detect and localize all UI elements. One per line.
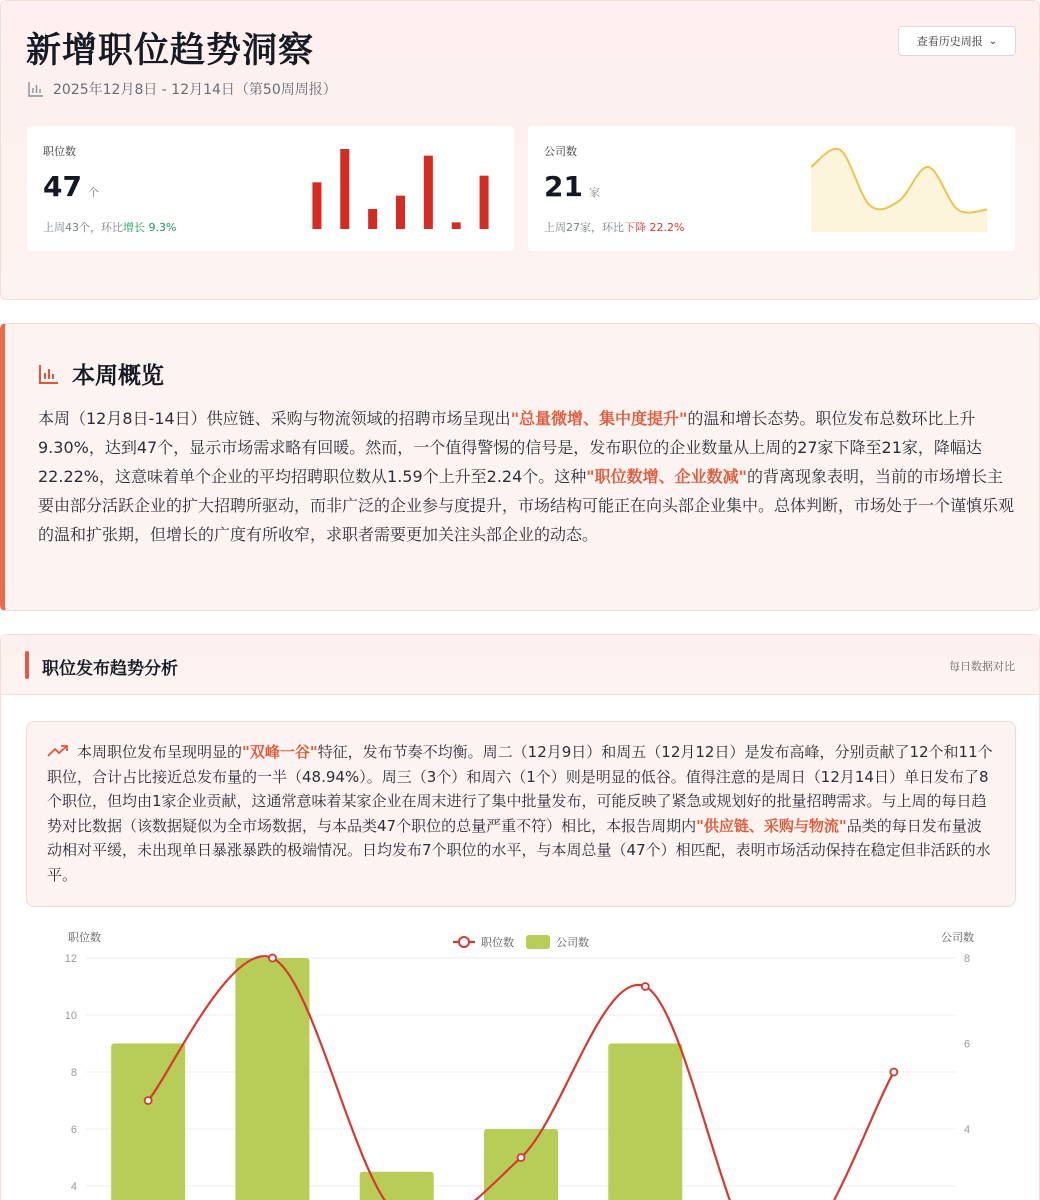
left-axis-tick: 6 <box>70 1124 77 1136</box>
section-accent-bar <box>25 651 29 679</box>
history-report-button[interactable] <box>898 26 1016 56</box>
jobs-line-point <box>145 1097 152 1104</box>
company-bar <box>608 1044 682 1200</box>
jobs-mini-bar-chart <box>303 144 498 232</box>
bar-chart-icon <box>38 363 60 385</box>
jobs-line-point <box>890 1069 897 1076</box>
right-axis-tick: 6 <box>964 1038 971 1051</box>
date-range-row <box>27 79 337 99</box>
trend-highlight: "供应链、采购与物流" <box>696 816 847 835</box>
trending-up-icon <box>47 744 69 758</box>
left-axis-tick: 8 <box>70 1067 77 1079</box>
jobs-line-point <box>642 983 649 990</box>
companies-mini-area <box>811 149 987 232</box>
legend-companies-label: 公司数 <box>556 937 589 949</box>
history-button-label: 查看历史周报 <box>916 35 983 48</box>
jobs-stat-label: 职位数 <box>43 145 76 158</box>
bar-chart-icon <box>27 80 45 98</box>
jobs-mini-bar <box>368 209 377 229</box>
page-title: 新增职位趋势洞察 <box>26 31 315 71</box>
daily-trend-chart <box>1 925 1040 1200</box>
left-axis-tick: 4 <box>70 1181 77 1193</box>
left-axis-tick: 12 <box>64 953 77 965</box>
jobs-stat-unit: 个 <box>87 186 99 199</box>
trend-section <box>0 634 1040 1200</box>
overview-title: 本周概览 <box>72 363 164 389</box>
companies-stat-label: 公司数 <box>544 145 577 158</box>
overview-paragraph: 本周（12月8日-14日）供应链、采购与物流领域的招聘市场呈现出"总量微增、集中度提升"的温和增长态势。职位发布总数环比上升9.30%，达到47个，显示市场需求略有回暖。然而，一个值得警惕的信号是，发布职位的企业数量从上周的27家下降至21家，降幅达22.22%，这意味着单个企业的平均招聘职位数从1.59个上升至2.24个。这种"职位数增、企业数减"的背离现象表明，当前的市场增长主要由部分活跃企业的扩大招聘所驱动，而非广泛的企业参与度提升，市场结构可能正在向头部企业集中。总体判断，市场处于一个谨慎乐观的温和扩张期，但增长的广度有所收窄，求职者需要更加关注头部企业的动态。 <box>38 409 1015 544</box>
companies-stat-card <box>528 126 1015 251</box>
right-axis-tick: 4 <box>964 1124 971 1136</box>
header-card <box>0 0 1040 300</box>
trend-header <box>1 635 1039 695</box>
trend-title: 职位发布趋势分析 <box>42 659 178 679</box>
legend-line-marker <box>459 937 469 947</box>
jobs-mini-bar <box>340 149 349 229</box>
chart-legend <box>453 935 589 949</box>
right-axis-label: 公司数 <box>941 932 974 944</box>
overview-highlight: "总量微增、集中度提升" <box>510 409 688 428</box>
company-bar <box>484 1129 558 1200</box>
jobs-mini-bar <box>312 182 321 229</box>
left-axis-tick: 10 <box>64 1010 77 1022</box>
jobs-mini-bar <box>396 196 405 229</box>
jobs-stat-change: 上周43个，环比增长 9.3% <box>43 221 177 234</box>
companies-stat-change: 上周27家，环比下降 22.2% <box>544 221 685 234</box>
trend-analysis-box: 本周职位发布呈现明显的"双峰一谷"特征，发布节奏不均衡。周二（12月9日）和周五（12月12日）是发布高峰，分别贡献了12个和11个职位，合计占比接近总发布量的一半（48.94%）。周三（3个）和周六（1个）则是明显的低谷。值得注意的是周日（12月14日）单日发布了8个职位，但均由1家企业贡献，这通常意味着某家企业在周末进行了集中批量发布，可能反映了紧急或规划好的批量招聘需求。与上周的每日趋势对比数据（该数据疑似为全市场数据，与本品类47个职位的总量严重不符）相比，本报告周期内"供应链、采购与物流"品类的每日发布量波动相对平缓，未出现单日暴涨暴跌的极端情况。日均发布7个职位的水平，与本周总量（47个）相匹配，表明市场活动保持在稳定但非活跃的水平。 <box>26 721 1016 907</box>
trend-note: 每日数据对比 <box>949 660 1015 673</box>
jobs-mini-bar <box>424 156 433 229</box>
jobs-mini-bar <box>480 176 489 229</box>
jobs-line-point <box>518 1154 525 1161</box>
company-bar <box>235 958 309 1200</box>
jobs-stat-card <box>27 126 514 251</box>
overview-section <box>0 323 1040 611</box>
overview-highlight: "职位数增、企业数减" <box>586 467 747 486</box>
trend-highlight: "双峰一谷" <box>242 743 318 761</box>
chevron-down-icon: ⌄ <box>988 35 998 47</box>
companies-stat-value: 21 家 <box>544 170 600 203</box>
right-axis-tick: 8 <box>964 953 971 965</box>
legend-jobs-label: 职位数 <box>481 937 514 949</box>
company-bar <box>111 1044 185 1200</box>
left-axis-label: 职位数 <box>68 932 101 944</box>
jobs-line-point <box>269 955 276 962</box>
jobs-stat-value: 47 个 <box>43 170 99 203</box>
date-range-text: 2025年12月8日 - 12月14日（第50周周报） <box>53 82 337 98</box>
overview-header <box>38 357 164 390</box>
companies-stat-unit: 家 <box>588 186 600 199</box>
jobs-mini-bar <box>452 222 461 229</box>
legend-bar-swatch <box>526 935 550 949</box>
companies-mini-area-chart <box>811 144 987 232</box>
